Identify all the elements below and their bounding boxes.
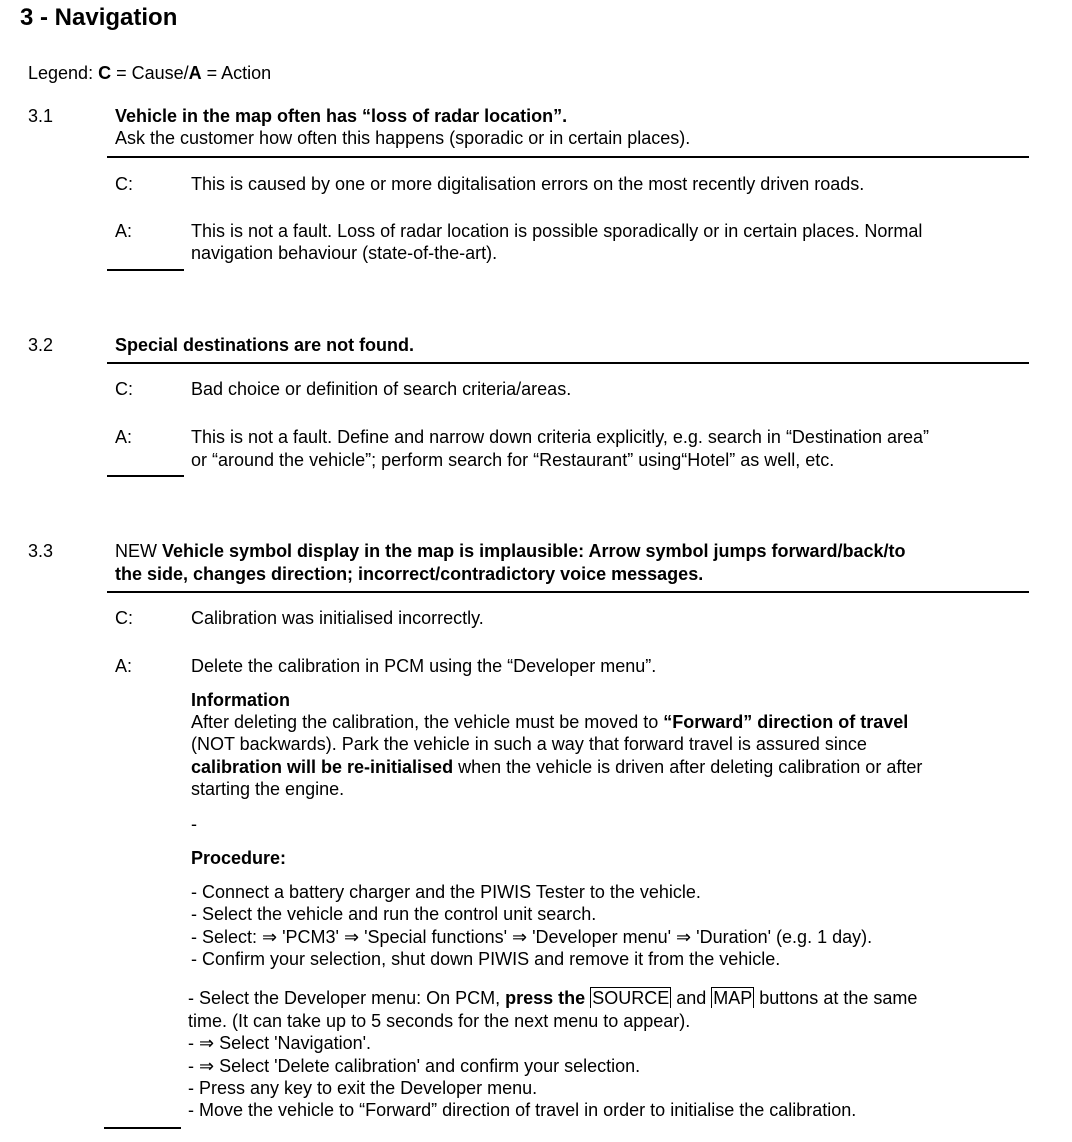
heading-text: Vehicle symbol display in the map is implausible: Arrow symbol jumps forward/back/to: [162, 541, 906, 561]
map-button-label: MAP: [713, 988, 753, 1008]
section-divider: [107, 156, 1029, 158]
dev-text: buttons at the same: [754, 988, 918, 1008]
action-text: Delete the calibration in PCM using the “Developer menu”.: [191, 656, 657, 676]
legend-prefix: Legend:: [28, 63, 99, 83]
section-heading: Vehicle in the map often has “loss of radar location”.: [115, 106, 568, 126]
section-number: 3.2: [28, 335, 54, 355]
info-emphasis: calibration will be re-initialised: [191, 757, 454, 777]
information-line3: [191, 756, 922, 778]
section-divider: [107, 591, 1029, 593]
action-text-line1: This is not a fault. Loss of radar location is possible sporadically or in certain places. Normal: [191, 221, 923, 241]
section-divider: [107, 362, 1029, 364]
new-tag: NEW: [115, 541, 162, 561]
section-end-rule: [107, 269, 184, 271]
procedure-step: - ⇒ Select 'Delete calibration' and confirm your selection.: [188, 1056, 641, 1076]
action-label: A:: [115, 427, 133, 447]
developer-step-line1: [188, 987, 917, 1009]
cause-text: This is caused by one or more digitalisation errors on the most recently driven roads.: [191, 174, 865, 194]
dev-text: and: [671, 988, 712, 1008]
section-number: 3.1: [28, 106, 54, 126]
cause-label: C:: [115, 174, 133, 194]
information-line1: [191, 711, 908, 733]
dev-emphasis: press the: [505, 988, 591, 1008]
section-end-rule: [104, 1127, 181, 1129]
info-text: when the vehicle is driven after deleting calibration or after: [453, 757, 923, 777]
procedure-step: - Move the vehicle to “Forward” direction of travel in order to initialise the calibration.: [188, 1100, 857, 1120]
cause-text: Bad choice or definition of search criteria/areas.: [191, 379, 572, 399]
legend-a: A: [188, 63, 202, 83]
procedure-step: - Select the vehicle and run the control unit search.: [191, 904, 597, 924]
section-number: 3.3: [28, 541, 54, 561]
section-heading-line2: the side, changes direction; incorrect/contradictory voice messages.: [115, 564, 704, 584]
section-heading-line1: [115, 540, 906, 562]
procedure-step: - Press any key to exit the Developer menu.: [188, 1078, 538, 1098]
procedure-step: - Connect a battery charger and the PIWIS Tester to the vehicle.: [191, 882, 701, 902]
legend-c-text: = Cause/: [111, 63, 189, 83]
page-title: 3 - Navigation: [20, 4, 178, 31]
procedure-step: - Confirm your selection, shut down PIWIS and remove it from the vehicle.: [191, 949, 781, 969]
procedure-step: - Select: ⇒ 'PCM3' ⇒ 'Special functions' ⇒ 'Developer menu' ⇒ 'Duration' (e.g. 1 day).: [191, 927, 873, 947]
section-end-rule: [107, 475, 184, 477]
dev-text: - Select the Developer menu: On PCM,: [188, 988, 506, 1008]
legend: [28, 62, 271, 84]
cause-label: C:: [115, 608, 133, 628]
procedure-step: - ⇒ Select 'Navigation'.: [188, 1033, 372, 1053]
cause-text: Calibration was initialised incorrectly.: [191, 608, 484, 628]
source-button-label: SOURCE: [592, 988, 670, 1008]
developer-step-line2: time. (It can take up to 5 seconds for the next menu to appear).: [188, 1011, 691, 1031]
action-label: A:: [115, 221, 133, 241]
cause-label: C:: [115, 379, 133, 399]
dash-separator: -: [191, 814, 197, 834]
information-title: Information: [191, 690, 290, 710]
action-text-line2: navigation behaviour (state-of-the-art).: [191, 243, 498, 263]
action-label: A:: [115, 656, 133, 676]
section-subtext: Ask the customer how often this happens (sporadic or in certain places).: [115, 128, 691, 148]
info-emphasis: “Forward” direction of travel: [663, 712, 909, 732]
information-line2: (NOT backwards). Park the vehicle in such a way that forward travel is assured since: [191, 734, 867, 754]
section-heading: Special destinations are not found.: [115, 335, 415, 355]
procedure-title: Procedure:: [191, 848, 287, 868]
action-text-line2: or “around the vehicle”; perform search for “Restaurant” using“Hotel” as well, etc.: [191, 450, 835, 470]
action-text-line1: This is not a fault. Define and narrow down criteria explicitly, e.g. search in “Destination area”: [191, 427, 930, 447]
legend-a-text: = Action: [201, 63, 272, 83]
information-line4: starting the engine.: [191, 779, 345, 799]
legend-c: C: [98, 63, 112, 83]
info-text: After deleting the calibration, the vehicle must be moved to: [191, 712, 664, 732]
